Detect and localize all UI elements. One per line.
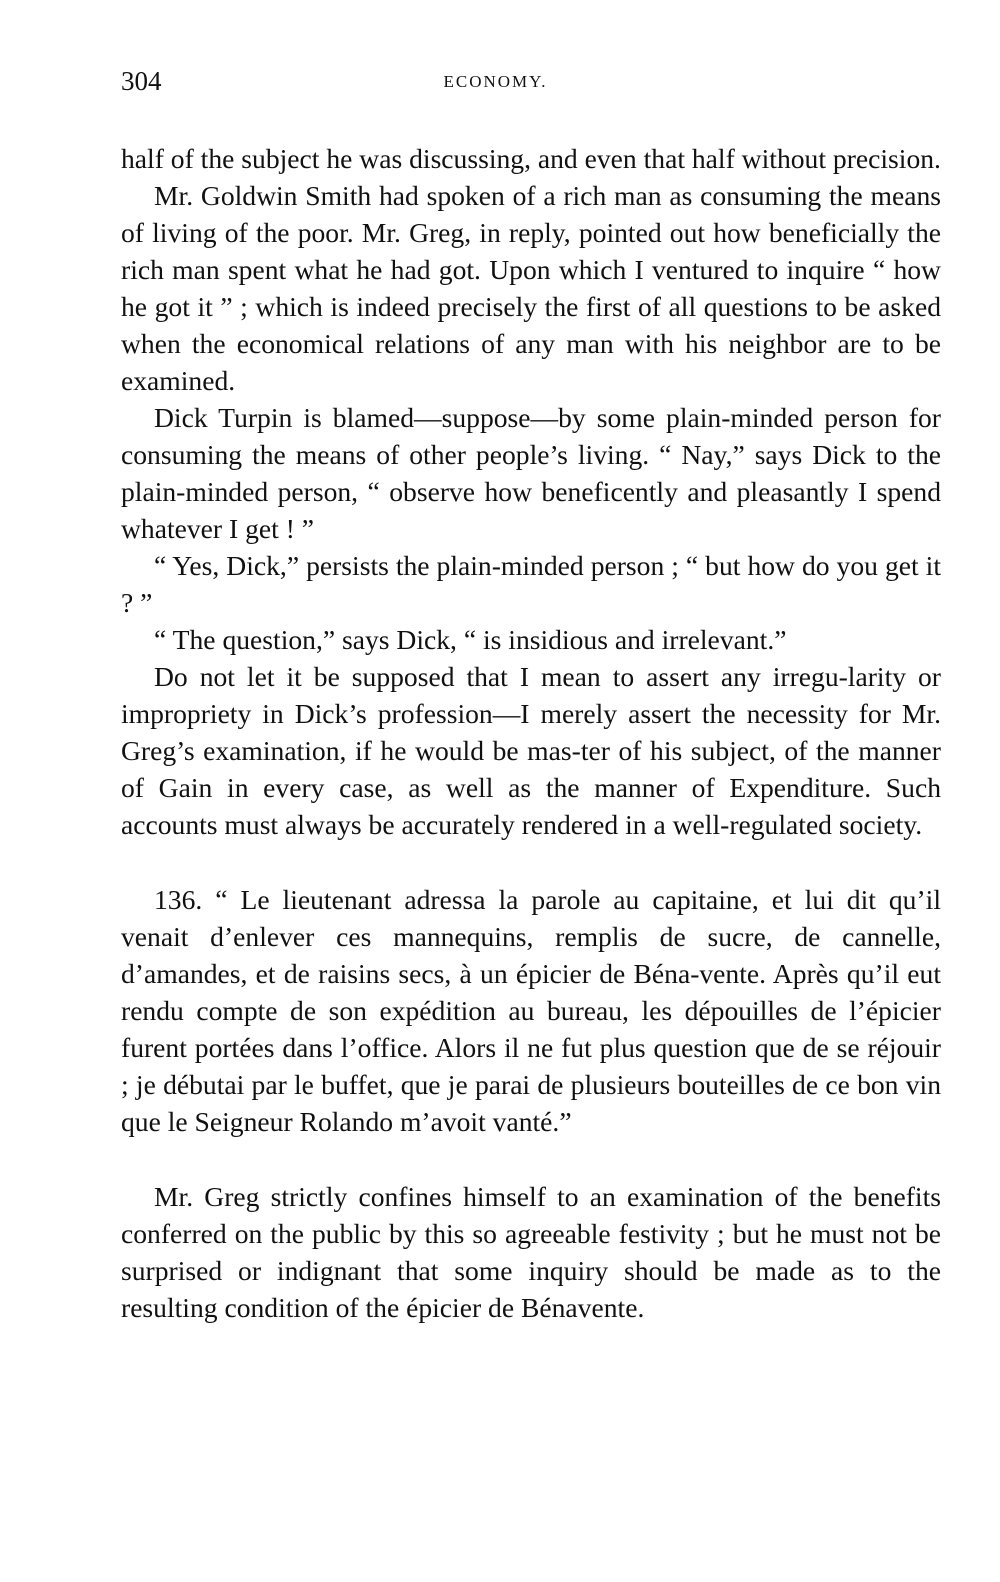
paragraph-mr-greg: Mr. Greg strictly confines himself to an examination of the benefits conferred on the public by this so agreeable festivity ; but he must not be surprised or indignant that some inquiry should be made as to the resulting condition of the épicier de Bénavente.: [121, 1181, 941, 1323]
paragraph-do-not-let: Do not let it be supposed that I mean to assert any irregu-larity or impropriety in Dick’s profession—I merely assert the necessity for Mr. Greg’s examination, if he would be mas-ter of his subject, of the manner of Gain in every case, as well as the manner of Expenditure. Such accounts must always be accurately rendered in a well-regulated society.: [121, 661, 941, 840]
running-head: ECONOMY.: [443, 72, 548, 91]
paragraph-yes-dick: “ Yes, Dick,” persists the plain-minded person ; “ but how do you get it ? ”: [121, 550, 941, 618]
paragraph-136-quote: 136. “ Le lieutenant adressa la parole au capitaine, et lui dit qu’il venait d’enlever ces mannequins, remplis de sucre, de cannelle, d’amandes, et de raisins secs, à un épicier de Béna-vente. Après qu’il eut rendu compte de son expédition au bureau, les dépouilles de l’épicier furent portées dans l’office. Alors il ne fut plus question que de se réjouir ; je débutai par le buffet, que je parai de plusieurs bouteilles de ce bon vin que le Seigneur Rolando m’avoit vanté.”: [121, 884, 941, 1137]
page-header: [121, 66, 940, 106]
paragraph-goldwin-smith: Mr. Goldwin Smith had spoken of a rich man as consuming the means of living of the poor. Mr. Greg, in reply, pointed out how beneficially the rich man spent what he had got. Upon which I ventured to inquire “ how he got it ” ; which is indeed precisely the first of all questions to be asked when the economical relations of any man with his neighbor are to be examined.: [121, 180, 941, 396]
page-number: 304: [121, 66, 162, 96]
section-gap: [121, 1140, 941, 1178]
section-gap: [121, 843, 941, 881]
paragraph-the-question: “ The question,” says Dick, “ is insidious and irrelevant.”: [154, 624, 787, 655]
paragraph-dick-turpin: Dick Turpin is blamed—suppose—by some plain-minded person for consuming the means of other people’s living. “ Nay,” says Dick to the plain-minded person, “ observe how beneficently and pleasantly I spend whatever I get ! ”: [121, 402, 941, 544]
body-text: [121, 140, 941, 1326]
paragraph-continuation: half of the subject he was discussing, and even that half without precision.: [121, 143, 941, 174]
